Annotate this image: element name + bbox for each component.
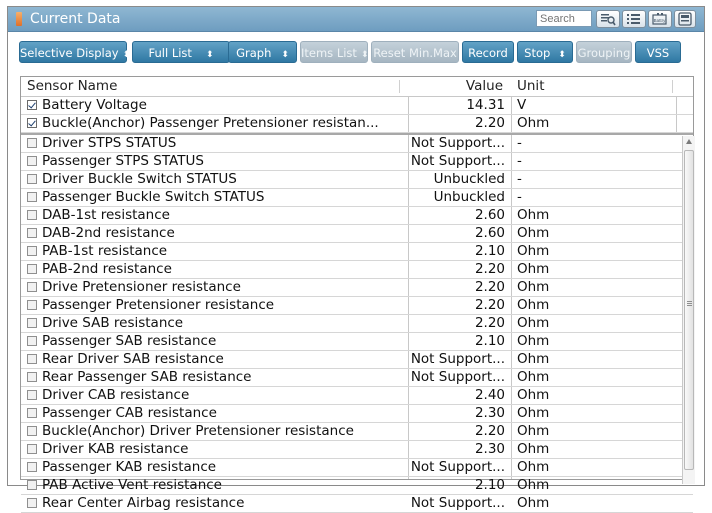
sensor-value: 2.20 — [474, 423, 505, 439]
sensor-name: Driver KAB resistance — [42, 441, 189, 457]
row-checkbox[interactable] — [27, 354, 37, 364]
pinned-rows — [21, 97, 693, 135]
sensor-unit: - — [517, 171, 522, 187]
sensor-unit: - — [517, 153, 522, 169]
sensor-value: 2.30 — [474, 405, 505, 421]
sensor-value: Not Support... — [410, 459, 505, 475]
sensor-unit: - — [517, 189, 522, 205]
sensor-name: Rear Center Airbag resistance — [42, 495, 245, 511]
sensor-unit: Ohm — [517, 441, 550, 457]
sensor-unit: V — [517, 97, 527, 113]
sensor-name: Driver STPS STATUS — [42, 135, 177, 151]
sensor-name: Passenger Pretensioner resistance — [42, 297, 275, 313]
table-row[interactable] — [21, 225, 693, 243]
table-row[interactable] — [21, 333, 693, 351]
current-data-window — [7, 6, 705, 511]
sensor-value: 2.10 — [474, 333, 505, 349]
grip-icon — [687, 301, 692, 302]
sensor-name: Rear Passenger SAB resistance — [42, 369, 252, 385]
row-checkbox[interactable] — [27, 210, 37, 220]
sensor-name: Battery Voltage — [42, 97, 147, 113]
list-view-icon[interactable] — [622, 10, 646, 28]
battery-icon[interactable] — [648, 10, 672, 28]
row-checkbox[interactable] — [27, 156, 37, 166]
sensor-name: Buckle(Anchor) Driver Pretensioner resistance — [42, 423, 354, 439]
row-checkbox[interactable] — [27, 426, 37, 436]
table-header — [21, 77, 693, 97]
sensor-value: Not Support... — [410, 351, 505, 367]
table-row[interactable] — [21, 495, 693, 513]
sensor-value: Not Support... — [410, 135, 505, 151]
sensor-name: PAB-2nd resistance — [42, 261, 172, 277]
row-checkbox[interactable] — [27, 100, 37, 110]
toolbar — [8, 32, 704, 74]
search-input[interactable] — [536, 10, 592, 27]
row-checkbox[interactable] — [27, 480, 37, 490]
sensor-name: DAB-1st resistance — [42, 207, 170, 223]
sensor-unit: Ohm — [517, 225, 550, 241]
sensor-unit: Ohm — [517, 115, 550, 131]
sensor-unit: Ohm — [517, 369, 550, 385]
vss-button[interactable]: VSS — [635, 41, 681, 63]
sensor-unit: Ohm — [517, 351, 550, 367]
table-row[interactable] — [21, 135, 693, 153]
table-row[interactable] — [21, 315, 693, 333]
scroll-up-arrow-icon[interactable] — [684, 137, 694, 149]
sensor-value: Not Support... — [410, 153, 505, 169]
sensor-unit: Ohm — [517, 387, 550, 403]
row-checkbox[interactable] — [27, 192, 37, 202]
sensor-name: Driver Buckle Switch STATUS — [42, 171, 237, 187]
window-icon — [16, 12, 22, 26]
magnifier-list-icon[interactable] — [596, 10, 620, 28]
full-list-dropdown[interactable]: Full List ⬍ — [132, 41, 230, 63]
sensor-name: Buckle(Anchor) Passenger Pretensioner resistan... — [42, 115, 379, 131]
save-icon[interactable] — [674, 10, 696, 28]
sensor-unit: Ohm — [517, 459, 550, 475]
row-checkbox[interactable] — [27, 264, 37, 274]
sensor-unit: Ohm — [517, 405, 550, 421]
sensor-name: Passenger KAB resistance — [42, 459, 217, 475]
title-bar — [8, 7, 704, 32]
table-row[interactable] — [21, 459, 693, 477]
sensor-value: Unbuckled — [433, 189, 505, 205]
sensor-unit: Ohm — [517, 279, 550, 295]
window-title: Current Data — [30, 11, 121, 27]
row-checkbox[interactable] — [27, 498, 37, 508]
sensor-table — [20, 76, 694, 511]
table-row[interactable] — [21, 171, 693, 189]
row-checkbox[interactable] — [27, 318, 37, 328]
sensor-name: Rear Driver SAB resistance — [42, 351, 224, 367]
items-list-dropdown[interactable]: Items List ⬍ — [300, 41, 368, 63]
vertical-scrollbar[interactable] — [682, 136, 695, 484]
sensor-list[interactable] — [21, 135, 693, 511]
sensor-unit: Ohm — [517, 207, 550, 223]
reset-min-max-button[interactable]: Reset Min.Max — [371, 41, 459, 63]
row-checkbox[interactable] — [27, 228, 37, 238]
sensor-name: Passenger Buckle Switch STATUS — [42, 189, 265, 205]
row-checkbox[interactable] — [27, 282, 37, 292]
table-row[interactable] — [21, 387, 693, 405]
table-row[interactable] — [21, 189, 693, 207]
table-row[interactable] — [21, 243, 693, 261]
row-checkbox[interactable] — [27, 390, 37, 400]
column-header-value[interactable]: Value — [465, 78, 503, 94]
column-divider[interactable] — [672, 80, 673, 93]
sensor-value: 2.20 — [474, 315, 505, 331]
table-row[interactable] — [21, 153, 693, 171]
sensor-unit: Ohm — [517, 333, 550, 349]
sensor-value: 2.20 — [474, 279, 505, 295]
sensor-name: PAB-1st resistance — [42, 243, 168, 259]
sensor-unit: Ohm — [517, 423, 550, 439]
sensor-name: Drive Pretensioner resistance — [42, 279, 241, 295]
table-row[interactable] — [21, 441, 693, 459]
row-checkbox[interactable] — [27, 118, 37, 128]
column-divider[interactable] — [399, 80, 400, 93]
sensor-name: Passenger CAB resistance — [42, 405, 217, 421]
sensor-value: 2.60 — [474, 225, 505, 241]
sensor-value: 2.10 — [474, 477, 505, 493]
column-header-sensor-name[interactable]: Sensor Name — [27, 78, 118, 94]
sensor-unit: Ohm — [517, 261, 550, 277]
sensor-unit: Ohm — [517, 477, 550, 493]
grouping-button[interactable]: Grouping — [576, 41, 632, 63]
sensor-unit: Ohm — [517, 315, 550, 331]
table-row[interactable] — [21, 97, 693, 115]
sensor-name: PAB Active Vent resistance — [42, 477, 222, 493]
sensor-value: 14.31 — [466, 97, 505, 113]
row-checkbox[interactable] — [27, 372, 37, 382]
table-row[interactable] — [21, 297, 693, 315]
sensor-name: Passenger STPS STATUS — [42, 153, 204, 169]
table-row[interactable] — [21, 351, 693, 369]
table-row[interactable] — [21, 279, 693, 297]
sensor-value: 2.60 — [474, 207, 505, 223]
row-checkbox[interactable] — [27, 336, 37, 346]
row-checkbox[interactable] — [27, 174, 37, 184]
stop-dropdown[interactable]: Stop ⬍ — [517, 41, 573, 63]
sensor-unit: - — [517, 135, 522, 151]
table-row[interactable] — [21, 115, 693, 133]
row-checkbox[interactable] — [27, 300, 37, 310]
row-checkbox[interactable] — [27, 462, 37, 472]
record-button[interactable]: Record — [462, 41, 514, 63]
sensor-name: Drive SAB resistance — [42, 315, 184, 331]
sensor-unit: Ohm — [517, 297, 550, 313]
sensor-value: 2.20 — [474, 261, 505, 277]
sensor-name: Passenger SAB resistance — [42, 333, 217, 349]
table-row[interactable] — [21, 405, 693, 423]
sensor-value: 2.10 — [474, 243, 505, 259]
sensor-unit: Ohm — [517, 243, 550, 259]
sensor-value: 2.40 — [474, 387, 505, 403]
sensor-value: 2.30 — [474, 441, 505, 457]
table-row[interactable] — [21, 423, 693, 441]
row-checkbox[interactable] — [27, 444, 37, 454]
svg-text:Battry: Battry — [653, 18, 666, 23]
table-row[interactable] — [21, 261, 693, 279]
sensor-value: 2.20 — [474, 115, 505, 131]
table-row[interactable] — [21, 369, 693, 387]
sensor-name: Driver CAB resistance — [42, 387, 190, 403]
scrollbar-thumb[interactable] — [684, 150, 694, 470]
sensor-name: DAB-2nd resistance — [42, 225, 175, 241]
graph-dropdown[interactable]: Graph ⬍ — [228, 41, 297, 63]
sensor-value: Not Support... — [410, 495, 505, 511]
row-checkbox[interactable] — [27, 138, 37, 148]
table-row[interactable] — [21, 477, 693, 495]
sensor-value: Not Support... — [410, 369, 505, 385]
sensor-value: Unbuckled — [433, 171, 505, 187]
selective-display-dropdown[interactable]: Selective Display ⬍ — [19, 41, 127, 63]
table-row[interactable] — [21, 207, 693, 225]
sensor-unit: Ohm — [517, 495, 550, 511]
row-checkbox[interactable] — [27, 408, 37, 418]
row-checkbox[interactable] — [27, 246, 37, 256]
column-header-unit[interactable]: Unit — [517, 78, 545, 94]
sensor-value: 2.20 — [474, 297, 505, 313]
